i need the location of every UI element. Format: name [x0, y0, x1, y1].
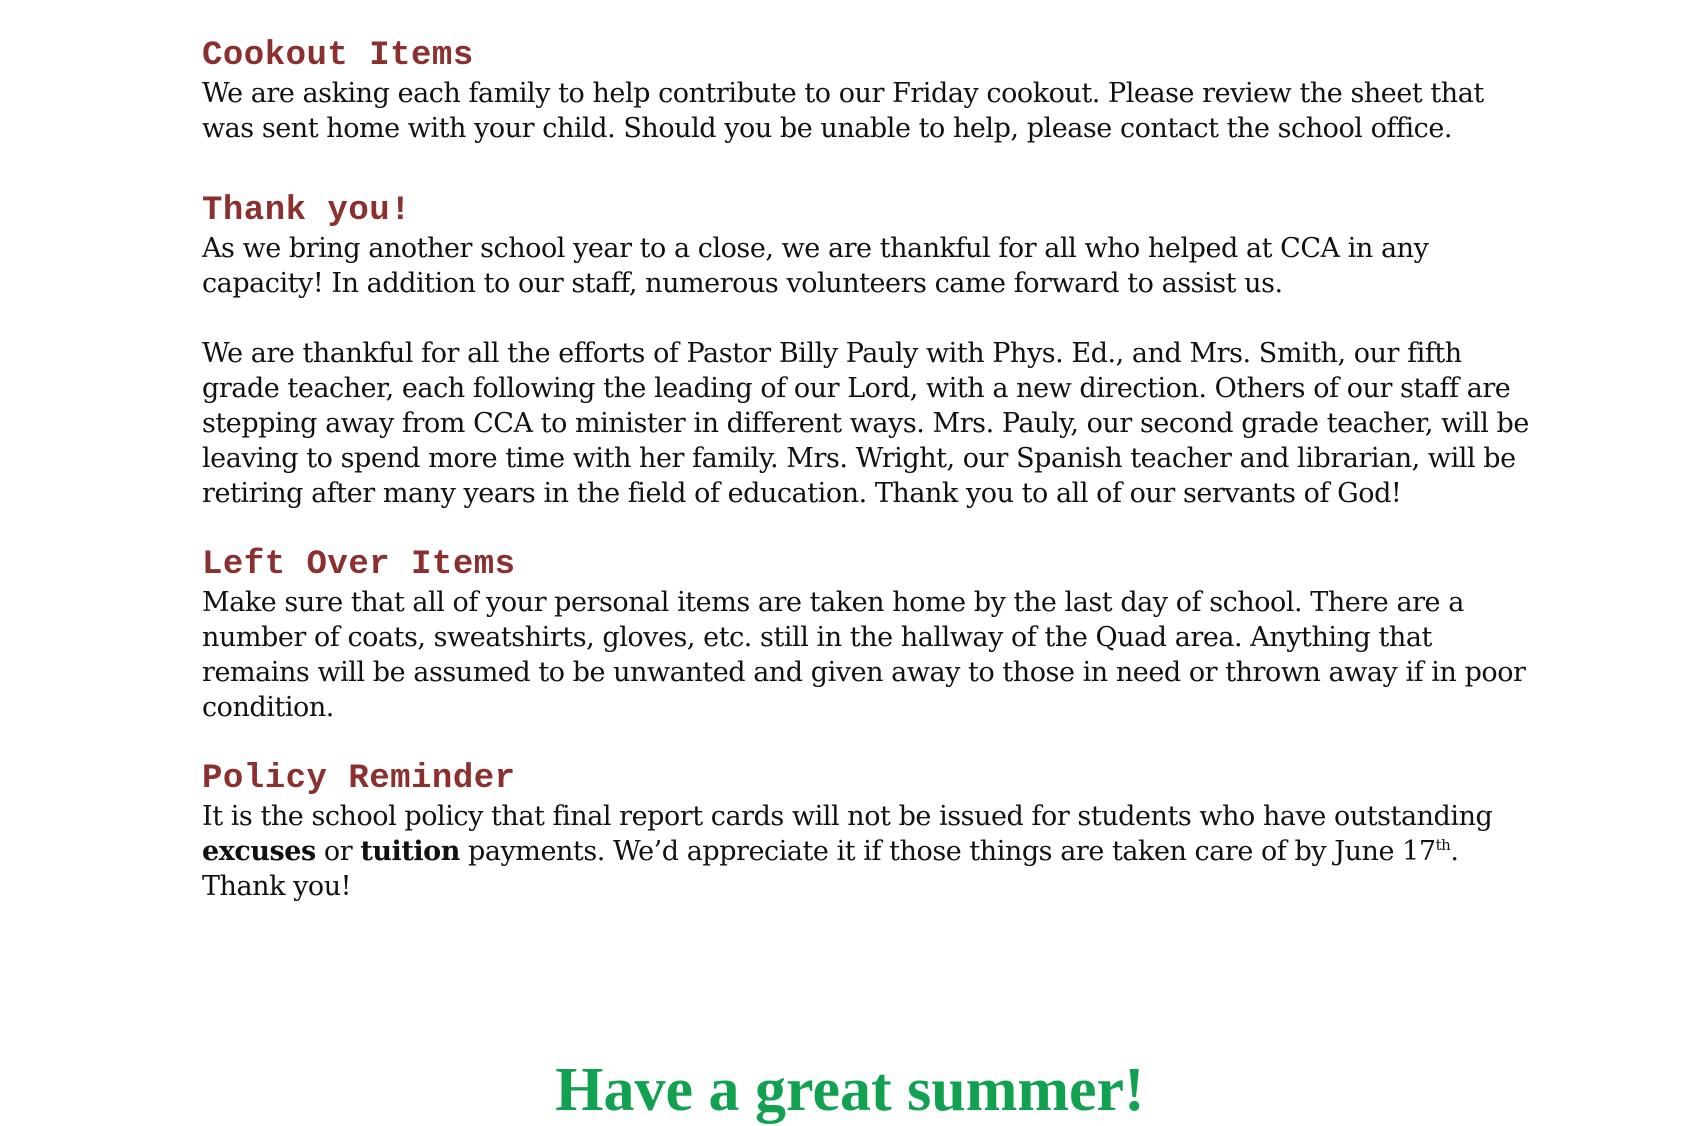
- section-paragraph: Make sure that all of your personal items are taken home by the last day of school. There are a number of coats, sweatshirts, gloves, etc. still in the hallway of the Quad area. Anything that remains will be assumed to be unwanted and given away to those in need or thrown away if in poor condition.: [202, 587, 1526, 723]
- section-heading: Cookout Items: [202, 37, 474, 75]
- section-heading: Thank you!: [202, 192, 412, 230]
- newsletter-page: [202, 36, 1532, 904]
- section-paragraph: We are thankful for all the efforts of Pastor Billy Pauly with Phys. Ed., and Mrs. Smith, our fifth grade teacher, each following the leading of our Lord, with a new direction. Others of our staff are stepping away from CCA to minister in different ways. Mrs. Pauly, our second grade teacher, will be leaving to spend more time with her family. Mrs. Wright, our Spanish teacher and librarian, will be retiring after many years in the field of education. Thank you to all of our servants of God!: [202, 338, 1529, 509]
- section-paragraph: As we bring another school year to a close, we are thankful for all who helped at CCA in any capacity! In addition to our staff, numerous volunteers came forward to assist us.: [202, 233, 1429, 299]
- policy-text: .: [1450, 836, 1459, 867]
- policy-superscript: th: [1435, 836, 1451, 854]
- section-left-over-items: [202, 545, 1532, 725]
- policy-bold-tuition: tuition: [360, 836, 460, 867]
- section-thank-you: [202, 191, 1532, 511]
- policy-text: It is the school policy that final report cards will not be issued for students who have outstanding: [202, 801, 1493, 832]
- policy-text: or: [315, 836, 361, 867]
- policy-closing-line: Thank you!: [202, 871, 352, 902]
- section-cookout-items: [202, 36, 1532, 146]
- policy-paragraph: [202, 799, 1532, 904]
- policy-bold-excuses: excuses: [202, 836, 316, 867]
- closing-message: Have a great summer!: [555, 1056, 1145, 1124]
- section-heading: Policy Reminder: [202, 760, 516, 798]
- policy-text: payments. We’d appreciate it if those things are taken care of by June 17: [459, 836, 1436, 867]
- section-policy-reminder: [202, 759, 1532, 904]
- section-heading: Left Over Items: [202, 546, 516, 584]
- section-paragraph: We are asking each family to help contribute to our Friday cookout. Please review the sheet that was sent home with your child. Should you be unable to help, please contact the school office.: [202, 78, 1484, 144]
